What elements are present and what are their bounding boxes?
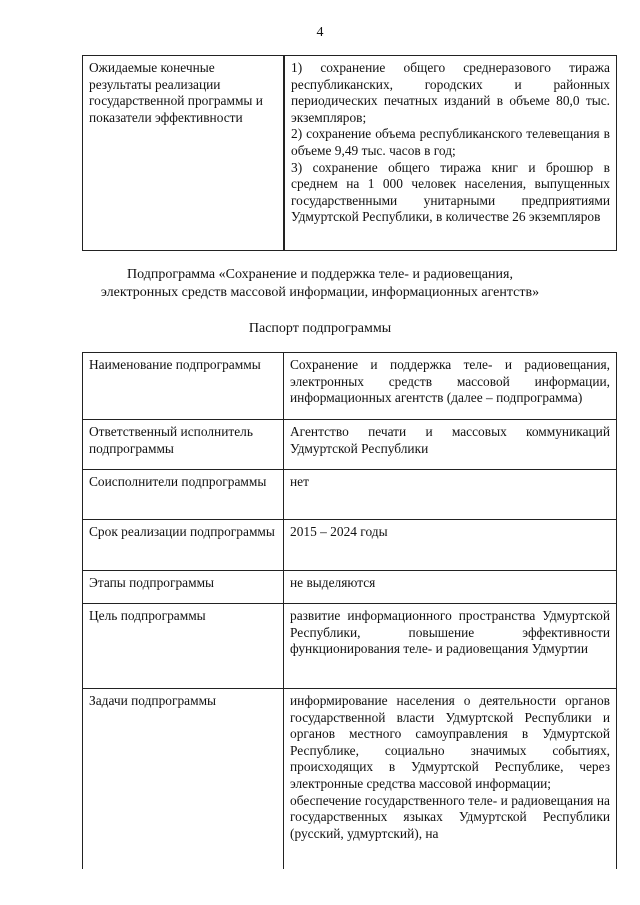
table-row [83, 353, 617, 420]
period-value: 2015 – 2024 годы [284, 520, 617, 571]
subprogram-heading-line2: электронных средств массовой информации, информационных агентств» [100, 285, 540, 300]
responsible-label: Ответственный исполнитель подпрограммы [83, 420, 284, 470]
stages-value: не выделяются [284, 571, 617, 604]
task-item-1: информирование населения о деятельности органов государственной власти Удмуртской Республики и органов местного самоуправления в Удмуртской Республике, социально значимых событиях, происходящих в Удмуртской Республике, через электронные средства массовой информации; [290, 693, 610, 791]
task-item-2: обеспечение государственного теле- и радиовещания на государственных языках Удмуртской Республики (русский, удмуртский), на [290, 792, 610, 841]
coexecutors-label: Соисполнители подпрограммы [83, 470, 284, 520]
passport-table [82, 352, 617, 869]
expected-results-table [82, 55, 617, 251]
responsible-value: Агентство печати и массовых коммуникаций Удмуртской Республики [284, 420, 617, 470]
result-item-2: 2) сохранение объема республиканского телевещания в объеме 9,49 тыс. часов в год; [291, 126, 610, 158]
goal-value: развитие информационного пространства Удмуртской Республики, повышение эффективности функционирования теле- и радиовещания Удмуртии [284, 604, 617, 689]
table-row [83, 571, 617, 604]
passport-heading: Паспорт подпрограммы [248, 321, 392, 336]
goal-label: Цель подпрограммы [83, 604, 284, 689]
period-label: Срок реализации подпрограммы [83, 520, 284, 571]
tasks-value [284, 689, 617, 870]
tasks-label: Задачи подпрограммы [83, 689, 284, 870]
table-row [83, 420, 617, 470]
name-value: Сохранение и поддержка теле- и радиовещания, электронных средств массовой информации, информационных агентств (далее – подпрограмма) [284, 353, 617, 420]
expected-results-value [284, 56, 617, 251]
subprogram-heading-line1: Подпрограмма «Сохранение и поддержка теле- и радиовещания, [127, 267, 513, 282]
page-number: 4 [316, 25, 324, 40]
name-label: Наименование подпрограммы [83, 353, 284, 420]
table-row [83, 689, 617, 870]
table-row [83, 470, 617, 520]
stages-label: Этапы подпрограммы [83, 571, 284, 604]
table-row [83, 604, 617, 689]
coexecutors-value: нет [284, 470, 617, 520]
table-row [83, 520, 617, 571]
table-row [83, 56, 617, 251]
result-item-1: 1) сохранение общего среднеразового тиража республиканских, городских и районных периодических печатных изданий в объеме 80,0 тыс. экземпляров; [291, 60, 610, 125]
expected-results-label: Ожидаемые конечные результаты реализации государственной программы и показатели эффективности [83, 56, 285, 251]
subprogram-heading [0, 266, 640, 302]
result-item-3: 3) сохранение общего тиража книг и брошюр в среднем на 1 000 человек населения, выпущенных государственными унитарными предприятиями Удмуртской Республики, в количестве 26 экземпляров [291, 159, 610, 225]
